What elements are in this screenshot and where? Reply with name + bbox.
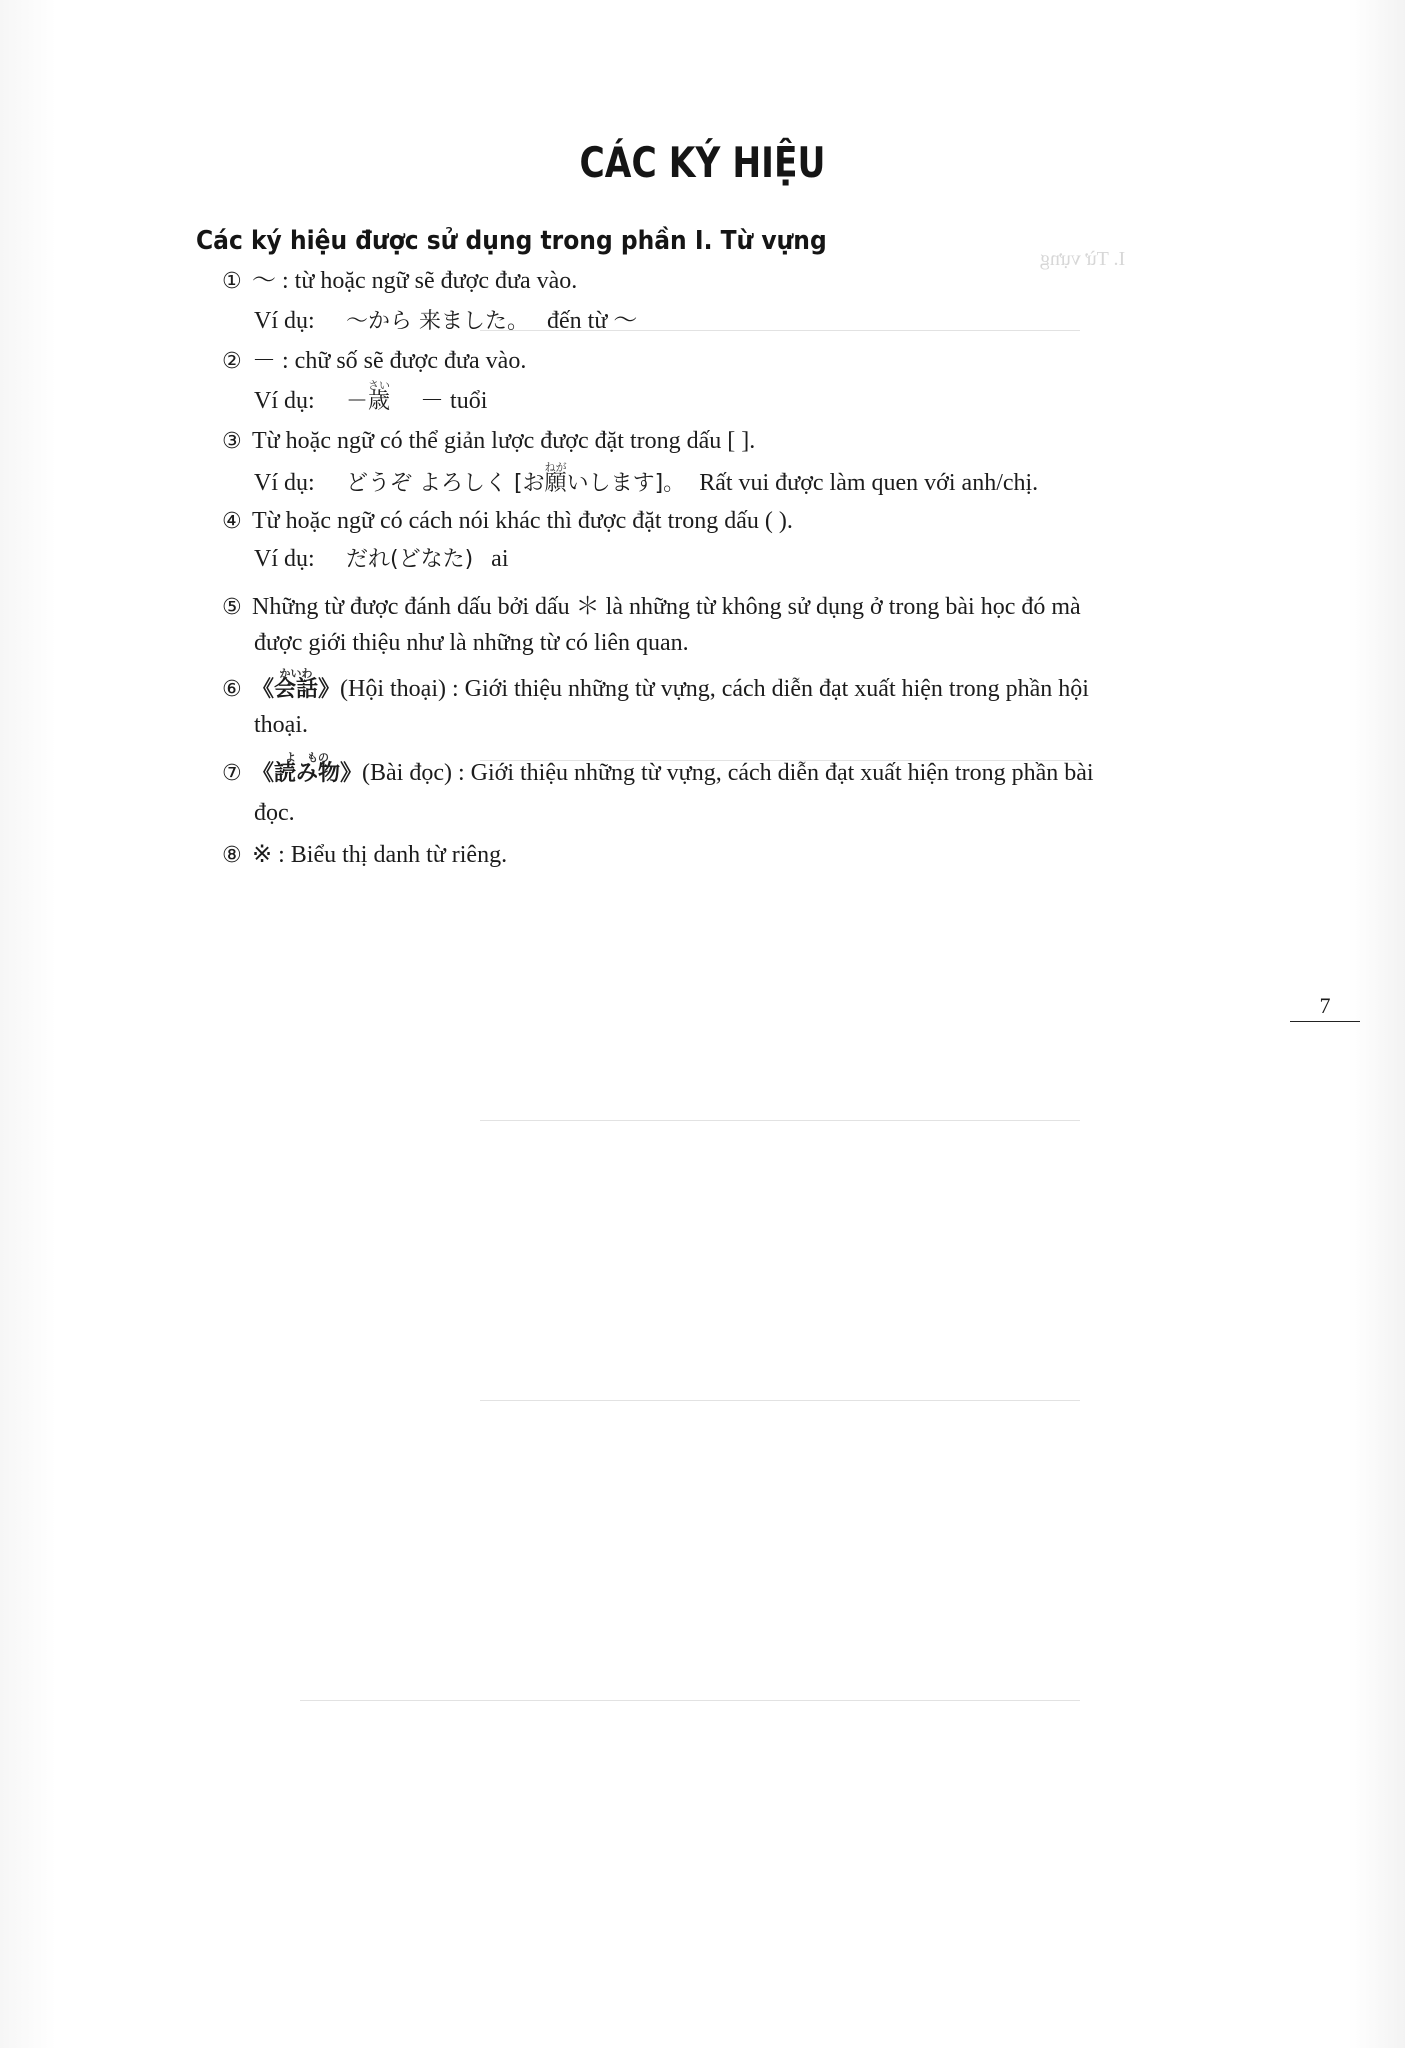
example-japanese: ～から 来ました。 (346, 309, 529, 334)
reading-marker (252, 751, 363, 791)
kanji-with-furigana (544, 461, 567, 501)
item-continuation: được giới thiệu như là những từ có liên quan. (254, 630, 689, 656)
marker-text: 《読み物》 (252, 761, 363, 786)
example-label: Ví dụ: (254, 546, 315, 572)
example-japanese-prefix: － (346, 389, 369, 414)
item-text: ※ : Biểu thị danh từ riêng. (252, 842, 508, 868)
item-text: Từ hoặc ngữ có thể giản lược được đặt trong dấu [ ]. (252, 428, 756, 454)
conversation-marker (252, 667, 341, 707)
list-item (222, 590, 1081, 625)
example-japanese-end: いします]。 (566, 471, 686, 496)
item-text: － : chữ số sẽ được đưa vào. (252, 348, 527, 374)
example-line (254, 379, 488, 419)
example-vietnamese: － tuổi (420, 388, 488, 414)
list-item (222, 424, 755, 459)
kanji: 歳 (368, 389, 391, 414)
bleed-through-line (480, 1400, 1080, 1401)
example-line (254, 542, 509, 577)
furigana: さい (368, 379, 391, 392)
item-text: Từ hoặc ngữ có cách nói khác thì được đặt trong dấu ( ). (252, 508, 793, 534)
kanji: 願 (544, 471, 567, 496)
list-item (222, 504, 793, 539)
page-number: 7 (1290, 993, 1360, 1022)
item-text: (Hội thoại) : Giới thiệu những từ vựng, cách diễn đạt xuất hiện trong phần hội (340, 676, 1089, 702)
item-text: (Bài đọc) : Giới thiệu những từ vựng, cách diễn đạt xuất hiện trong phần bài (362, 760, 1094, 786)
example-label: Ví dụ: (254, 470, 315, 496)
item-text: Những từ được đánh dấu bởi dấu ＊ là những từ không sử dụng ở trong bài học đó mà (252, 594, 1081, 620)
kanji-with-furigana (368, 379, 391, 419)
list-item (222, 751, 1094, 791)
example-japanese: だれ(どなた) (346, 547, 474, 572)
item-number: ⑥ (222, 677, 242, 702)
item-number: ① (222, 269, 242, 294)
bleed-through-text: I. Từ vựng (1040, 248, 1126, 270)
furigana: よ もの (285, 751, 329, 764)
item-continuation: đọc. (254, 800, 295, 826)
section-heading: Các ký hiệu được sử dụng trong phần I. Từ vựng (196, 226, 827, 256)
bleed-through-line (300, 1700, 1080, 1701)
example-line (254, 304, 637, 339)
example-label: Ví dụ: (254, 388, 315, 414)
item-continuation: thoại. (254, 712, 308, 738)
item-number: ④ (222, 509, 242, 534)
item-number: ⑧ (222, 843, 242, 868)
bleed-through-line (480, 1120, 1080, 1121)
item-number: ⑦ (222, 761, 242, 786)
item-number: ⑤ (222, 595, 242, 620)
example-label: Ví dụ: (254, 308, 315, 334)
item-number: ③ (222, 429, 242, 454)
example-japanese: どうぞ よろしく [お (346, 471, 545, 496)
example-line (254, 461, 1039, 501)
example-vietnamese: đến từ ～ (547, 308, 638, 334)
furigana: ねが (544, 461, 567, 474)
marker-text: 《会話》 (252, 677, 341, 702)
page-title: CÁC KÝ HIỆU (579, 138, 826, 187)
example-vietnamese: ai (491, 546, 509, 572)
list-item (222, 667, 1089, 707)
list-item (222, 264, 577, 299)
example-vietnamese: Rất vui được làm quen với anh/chị. (699, 470, 1039, 496)
item-text: ～ : từ hoặc ngữ sẽ được đưa vào. (252, 268, 578, 294)
item-number: ② (222, 349, 242, 374)
furigana: かいわ (279, 667, 313, 680)
list-item (222, 838, 507, 873)
